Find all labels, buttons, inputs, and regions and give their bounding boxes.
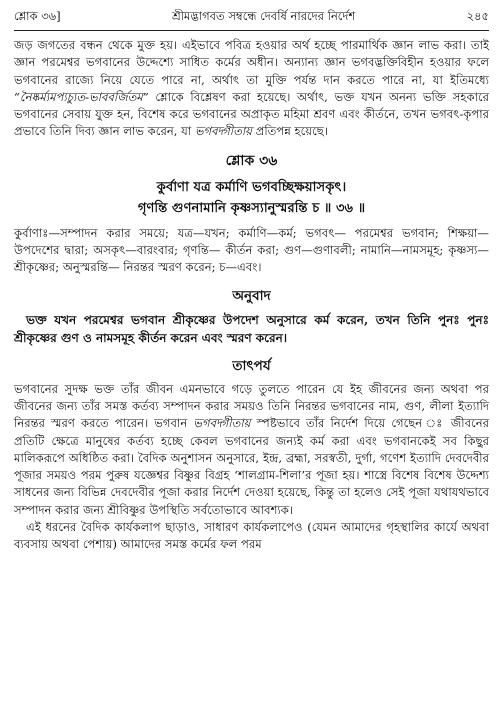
header-verse-ref: শ্লোক ৩৬]	[14, 9, 61, 23]
header-chapter-title: শ্রীমদ্ভাগবত সম্বন্ধে দেবর্ষি নারদের নির্দেশ	[171, 9, 356, 23]
purport-text-2: স্পষ্টভাবে তাঁর নির্দেশ দিয়ে গেছেন ঃ জীবনের প্রতিটি ক্ষেত্রে মানুষের কর্তব্য হচ্ছে কেবল ভগবানের জন্যই কর্ম করা এবং ভগবানকেই সব কিছুর মালিকরূপে অধিষ্ঠিত করা। বৈদিক অনুশাসন অনুসারে, ইন্দ্র, ব্রহ্মা, সরস্বতী, দুর্গা, গণেশ ইত্যাদি দেবদেবীর পূজার সময়ও পরম পুরুষ যজ্ঞেশ্বর বিষ্ণুর বিগ্রহ ‘শালগ্রাম-শিলা’র পূজা হয়। শাস্ত্রে বিশেষ বিশেষ উদ্দেশ্য সাধনের জন্য বিভিন্ন দেবদেবীর পূজা করার নির্দেশ দেওয়া হয়েছে, কিন্তু তা হলেও সেই পূজা যথাযথভাবে সম্পাদন করার জন্য শ্রীবিষ্ণুর উপস্থিতি সর্বতোভাবে আবশ্যক।	[14, 416, 489, 517]
intro-quote: “নৈষ্কর্ম্যমপ্যচ্যুত-ভাববর্জিতম”	[14, 89, 149, 104]
page-header	[14, 8, 489, 28]
verse-line-1: কুর্বাণা যত্র কর্মাণি ভগবচ্ছিক্ষয়াসকৃৎ।	[156, 179, 347, 195]
purport-gita: ভগবদ্গীতায়	[193, 416, 251, 431]
intro-text-3: প্রতিপন্ন হয়েছে।	[252, 124, 328, 139]
purport-paragraph-1	[14, 381, 489, 519]
verse-line-2: গৃণন্তি গুণনামানি কৃষ্ণস্যানুস্মরন্তি চ ॥ ৩৬ ॥	[137, 200, 366, 216]
translation-title: অনুবাদ	[232, 287, 271, 304]
verse-heading: শ্লোক ৩৬	[225, 152, 278, 169]
intro-text-2: শ্লোকে বিশ্লেষণ করা হয়েছে। অর্থাৎ, ভক্ত যখন অনন্য ভক্তি সহকারে ভগবানের সেবায় যুক্ত হন, বিশেষ করে ভগবানের অপ্রাকৃত মহিমা শ্রবণ এবং কীর্তনে, তখন ভগবৎ-কৃপার প্রভাবে তিনি দিব্য জ্ঞান লাভ করেন, যা	[14, 89, 489, 139]
purport-paragraph-2: এই ধরনের বৈদিক কার্যকলাপ ছাড়াও, সাধারণ কার্যকলাপেও (যেমন আমাদের গৃহস্থালির কার্যে অথবা ব্যবসায় অথবা পেশায়) আমাদের সমস্ত কর্মের ফল পরম	[14, 520, 489, 552]
purport-title: তাৎপর্য	[232, 357, 271, 374]
purport-text-1: ভগবানের সুদক্ষ ভক্ত তাঁর জীবন এমনভাবে গড়ে তুলতে পারেন যে ইহ জীবনের জন্য অথবা পর জীবনের জন্য তাঁর সমস্ত কর্তব্য সম্পাদন করার সময়ও তিনি নিরন্তর ভগবানের নাম, গুণ, লীলা ইত্যাদি নিরন্তর স্মরণ করতে পারেন। ভগবান	[14, 381, 489, 431]
intro-text-1: জড় জগতের বন্ধন থেকে মুক্ত হয়। এইভাবে পবিত্র হওয়ার অর্থ হচ্ছে পারমার্থিক জ্ঞান লাভ করা। তাই জ্ঞান পরমেশ্বর ভগবানের উদ্দেশ্যে সাধিত কর্মের অধীন। অন্যান্য জ্ঞান ভগবদ্ভক্তিবিহীন হওয়ার ফলে ভগবানের রাজ্যে নিয়ে যেতে পারে না, অর্থাৎ তা মুক্তি পর্যন্ত দান করতে পারে না, যা ইতিমধ্যে	[14, 38, 489, 87]
intro-gita: ভগবদ্গীতায়	[194, 124, 253, 139]
intro-paragraph	[14, 37, 489, 141]
synonyms-paragraph: কুর্বাণাঃ—সম্পাদন করার সময়ে; যত্র—যখন; কর্মাণি—কর্ম; ভগবৎ— পরমেশ্বর ভগবান; শিক্ষয়া—উপদেশের দ্বারা; অসকৃৎ—বারংবার; গৃণন্তি— কীর্তন করা; গুণ—গুণাবলী; নামানি—নামসমূহ; কৃষ্ণস্য—শ্রীকৃষ্ণের; অনুস্মরন্তি— নিরন্তর স্মরণ করেন; চ—এবং।	[14, 225, 489, 275]
translation-text: ভক্ত যখন পরমেশ্বর ভগবান শ্রীকৃষ্ণের উপদেশ অনুসারে কর্ম করেন, তখন তিনি পুনঃ পুনঃ শ্রীকৃষ্ণের গুণ ও নামসমূহ কীর্তন করেন এবং স্মরণ করেন।	[14, 312, 489, 345]
header-rule	[14, 30, 489, 31]
page-number: ২৪৫	[466, 9, 489, 23]
